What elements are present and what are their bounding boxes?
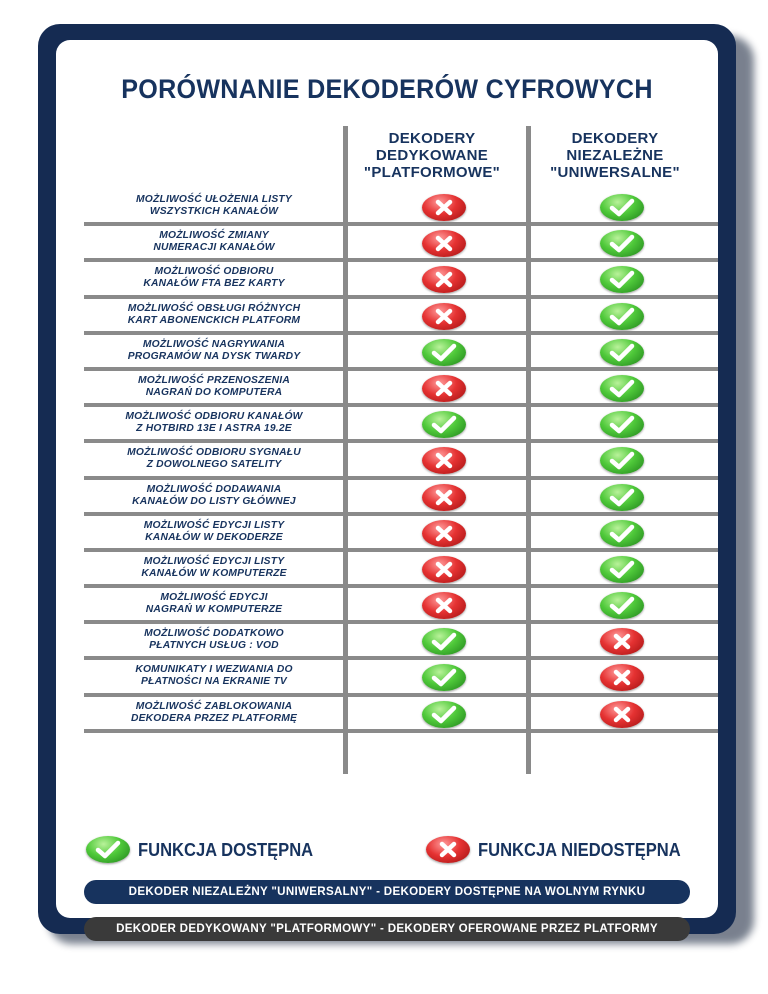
feature-label-line: NAGRAŃ W KOMPUTERZE — [145, 604, 283, 616]
cross-icon — [422, 194, 466, 221]
feature-label-line: MOŻLIWOŚĆ EDYCJI LISTY — [143, 519, 285, 531]
feature-label-line: KANAŁÓW W DEKODERZE — [145, 531, 283, 543]
feature-label — [84, 664, 344, 688]
feature-label-line: MOŻLIWOŚĆ ODBIORU KANAŁÓW — [125, 411, 303, 423]
feature-label — [84, 592, 344, 616]
check-icon — [600, 592, 644, 619]
check-icon — [600, 194, 644, 221]
feature-label-line: MOŻLIWOŚĆ ODBIORU — [154, 266, 274, 278]
check-icon — [422, 701, 466, 728]
cross-icon — [422, 447, 466, 474]
universal-banner: DEKODER NIEZALEŻNY "UNIWERSALNY" - DEKODERY DOSTĘPNE NA WOLNYM RYNKU — [84, 880, 690, 904]
check-icon — [600, 375, 644, 402]
column-header-line: NIEZALEŻNE — [566, 147, 664, 164]
table-row — [84, 262, 718, 298]
table-row — [84, 624, 718, 660]
comparison-card — [38, 24, 736, 934]
cross-icon — [422, 266, 466, 293]
table-row — [84, 335, 718, 371]
legend-label: FUNKCJA NIEDOSTĘPNA — [478, 840, 681, 860]
feature-label — [84, 375, 344, 399]
table-row — [84, 552, 718, 588]
feature-label — [84, 194, 344, 218]
row-divider — [84, 729, 718, 733]
table-row — [84, 480, 718, 516]
check-icon — [422, 339, 466, 366]
column-header-line: DEKODERY — [388, 130, 476, 147]
feature-label — [84, 628, 344, 652]
column-header-dedicated — [343, 130, 521, 181]
feature-label — [84, 339, 344, 363]
cross-icon — [426, 836, 470, 863]
column-header-line: "PLATFORMOWE" — [363, 164, 501, 181]
table-row — [84, 443, 718, 479]
check-icon — [422, 664, 466, 691]
check-icon — [600, 266, 644, 293]
check-icon — [600, 484, 644, 511]
cross-icon — [422, 556, 466, 583]
cross-icon — [422, 484, 466, 511]
feature-label — [84, 303, 344, 327]
feature-label — [84, 701, 344, 725]
feature-label-line: KART ABONENCKICH PLATFORM — [127, 314, 301, 326]
check-icon — [86, 836, 130, 863]
feature-label-line: Z HOTBIRD 13E I ASTRA 19.2E — [136, 423, 292, 435]
table-row — [84, 660, 718, 696]
feature-label-line: KOMUNIKATY I WEZWANIA DO — [135, 664, 293, 676]
cross-icon — [422, 520, 466, 547]
cross-icon — [600, 628, 644, 655]
feature-label-line: WSZYSTKICH KANAŁÓW — [149, 206, 279, 217]
feature-label-line: NUMERACJI KANAŁÓW — [153, 242, 275, 254]
cross-icon — [422, 592, 466, 619]
feature-label-line: MOŻLIWOŚĆ UŁOŻENIA LISTY — [135, 194, 292, 205]
check-icon — [600, 447, 644, 474]
feature-label-line: MOŻLIWOŚĆ DODAWANIA — [146, 483, 282, 495]
feature-label-line: MOŻLIWOŚĆ ODBIORU SYGNAŁU — [127, 447, 301, 459]
feature-label-line: MOŻLIWOŚĆ OBSŁUGI RÓŻNYCH — [127, 302, 301, 314]
comparison-rows — [84, 190, 718, 733]
feature-label-line: NAGRAŃ DO KOMPUTERA — [145, 386, 283, 398]
feature-label-line: PŁATNYCH USŁUG : VOD — [149, 640, 279, 652]
table-row — [84, 697, 718, 733]
cross-icon — [422, 303, 466, 330]
feature-label-line: MOŻLIWOŚĆ NAGRYWANIA — [142, 338, 286, 350]
feature-label — [84, 411, 344, 435]
feature-label-line: KANAŁÓW DO LISTY GŁÓWNEJ — [132, 495, 296, 507]
feature-label — [84, 447, 344, 471]
check-icon — [600, 520, 644, 547]
check-icon — [422, 628, 466, 655]
table-row — [84, 299, 718, 335]
table-row — [84, 407, 718, 443]
check-icon — [600, 230, 644, 257]
table-row — [84, 190, 718, 226]
feature-label-line: MOŻLIWOŚĆ EDYCJI — [160, 592, 268, 604]
check-icon — [600, 339, 644, 366]
table-row — [84, 226, 718, 262]
table-row — [84, 588, 718, 624]
feature-label-line: MOŻLIWOŚĆ PRZENOSZENIA — [138, 374, 290, 386]
check-icon — [422, 411, 466, 438]
table-row — [84, 516, 718, 552]
column-header-line: DEKODERY — [571, 130, 659, 147]
check-icon — [600, 411, 644, 438]
feature-label — [84, 230, 344, 254]
feature-label-line: MOŻLIWOŚĆ EDYCJI LISTY — [143, 555, 285, 567]
cross-icon — [422, 375, 466, 402]
column-header-line: DEDYKOWANE — [375, 147, 489, 164]
page-title: PORÓWNANIE DEKODERÓW CYFROWYCH — [121, 74, 653, 104]
feature-label — [84, 520, 344, 544]
feature-label — [84, 484, 344, 508]
feature-label — [84, 266, 344, 290]
table-row — [84, 371, 718, 407]
check-icon — [600, 303, 644, 330]
cross-icon — [600, 664, 644, 691]
cross-icon — [422, 230, 466, 257]
feature-label — [84, 556, 344, 580]
cross-icon — [600, 701, 644, 728]
column-header-universal — [526, 130, 704, 181]
card-inner — [56, 40, 718, 935]
feature-label-line: PŁATNOŚCI NA EKRANIE TV — [141, 676, 287, 688]
legend-label: FUNKCJA DOSTĘPNA — [138, 840, 314, 860]
column-header-line: "UNIWERSALNE" — [550, 164, 680, 181]
feature-label-line: KANAŁÓW FTA BEZ KARTY — [143, 278, 285, 290]
feature-label-line: MOŻLIWOŚĆ DODATKOWO — [144, 628, 284, 640]
dedicated-banner: DEKODER DEDYKOWANY "PLATFORMOWY" - DEKODERY OFEROWANE PRZEZ PLATFORMY — [84, 917, 690, 941]
feature-label-line: MOŻLIWOŚĆ ZMIANY — [159, 230, 269, 242]
feature-label-line: Z DOWOLNEGO SATELITY — [146, 459, 282, 471]
feature-label-line: KANAŁÓW W KOMPUTERZE — [141, 567, 287, 579]
check-icon — [600, 556, 644, 583]
feature-label-line: MOŻLIWOŚĆ ZABLOKOWANIA — [135, 700, 293, 712]
feature-label-line: DEKODERA PRZEZ PLATFORMĘ — [130, 712, 298, 724]
feature-label-line: PROGRAMÓW NA DYSK TWARDY — [127, 350, 301, 362]
